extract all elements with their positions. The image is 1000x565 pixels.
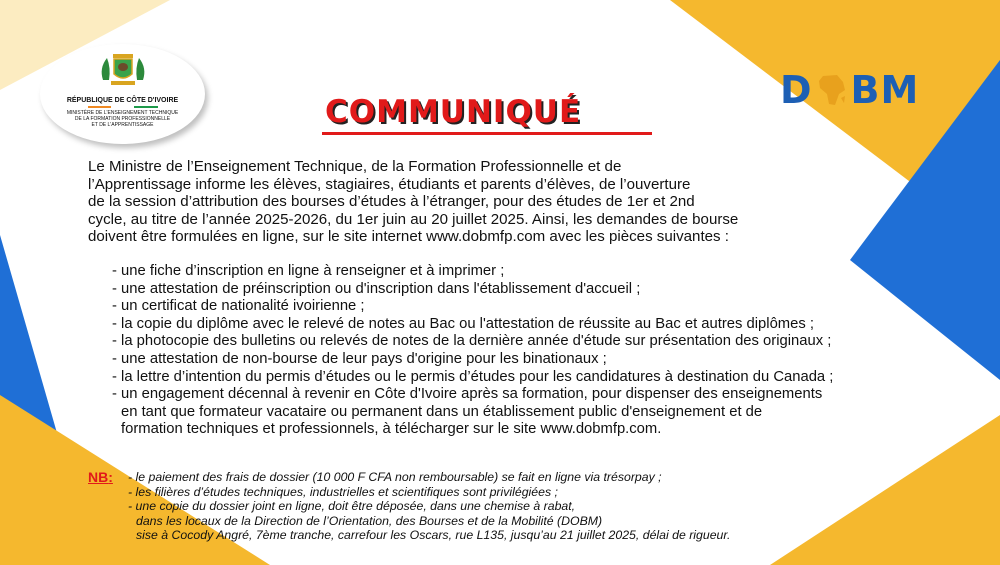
nb-line: dans les locaux de la Direction de l’Orientation, des Bourses et de la Mobilité (DOBM) bbox=[136, 513, 603, 528]
list-item: - la copie du diplôme avec le relevé de notes au Bac ou l'attestation de réussite au Bac et autres diplômes ; bbox=[112, 315, 814, 332]
intro-line: de la session d’attribution des bourses d’études à l’étranger, pour des études de 1er et 2nd bbox=[88, 193, 695, 211]
intro-line: Le Ministre de l’Enseignement Technique, de la Formation Professionnelle et de bbox=[88, 158, 622, 175]
africa-map-icon bbox=[815, 72, 849, 108]
intro-line: l’Apprentissage informe les élèves, stagiaires, étudiants et parents d’élèves, de l’ouverture bbox=[88, 175, 691, 193]
intro-line: cycle, au titre de l’année 2025-2026, du 1er juin au 20 juillet 2025. Ainsi, les demandes de bourse bbox=[88, 210, 739, 228]
logo-ministry-line2: DE LA FORMATION PROFESSIONNELLE bbox=[74, 116, 171, 122]
logo-country: RÉPUBLIQUE DE CÔTE D'IVOIRE bbox=[66, 97, 179, 104]
list-item-text: - un engagement décennal à revenir en Côte d'Ivoire après sa formation, pour dispenser des enseignements bbox=[112, 386, 823, 403]
dobm-logo bbox=[780, 68, 919, 112]
logo-ministry-line1: MINISTÈRE DE L'ENSEIGNEMENT TECHNIQUE bbox=[66, 110, 179, 116]
list-item: - un certificat de nationalité ivoirienne ; bbox=[112, 298, 365, 315]
nb-label bbox=[88, 469, 113, 485]
flag-bar bbox=[88, 106, 158, 108]
list-item bbox=[112, 386, 992, 439]
intro-paragraph bbox=[88, 158, 938, 246]
list-item: - une attestation de préinscription ou d'inscription dans l'établissement d'accueil ; bbox=[112, 280, 641, 297]
dobm-logo-bm: BM bbox=[850, 68, 920, 112]
list-item-continuation: formation techniques et professionnels, à télécharger sur le site www.dobmfp.com. bbox=[121, 421, 662, 438]
documents-list bbox=[112, 263, 992, 439]
list-item: - la lettre d’intention du permis d’études ou le permis d’études pour les candidatures à destination du Canada ; bbox=[112, 368, 834, 385]
nb-line: - les filières d’études techniques, industrielles et scientifiques sont privilégiées ; bbox=[128, 484, 558, 499]
nb-line: sise à Cocody Angré, 7ème tranche, carrefour les Oscars, rue L135, jusqu’au 21 juillet 2025, délai de rigueur. bbox=[136, 528, 731, 542]
intro-line: doivent être formulées en ligne, sur le site internet www.dobmfp.com avec les pièces suivantes : bbox=[88, 228, 729, 246]
nb-colon: : bbox=[108, 469, 113, 485]
list-item: - la photocopie des bulletins ou relevés de notes de la dernière année d'étude sur présentation des originaux ; bbox=[112, 333, 832, 350]
coat-of-arms-icon bbox=[97, 50, 149, 90]
nb-label-text: NB bbox=[88, 469, 109, 485]
page-title: COMMUNIQUÉ bbox=[325, 94, 582, 130]
list-item-continuation: en tant que formateur vacataire ou permanent dans un établissement public d'enseignement et de bbox=[121, 403, 763, 420]
title-underline bbox=[322, 132, 652, 135]
ministry-logo bbox=[40, 44, 205, 144]
list-item: - une attestation de non-bourse de leur pays d'origine pour les binationaux ; bbox=[112, 350, 607, 367]
nb-line: - le paiement des frais de dossier (10 000 F CFA non remboursable) se fait en ligne via trésorpay ; bbox=[128, 470, 662, 484]
list-item: - une fiche d’inscription en ligne à renseigner et à imprimer ; bbox=[112, 263, 505, 279]
nb-notes bbox=[128, 470, 730, 543]
logo-ministry-line3: ET DE L'APPRENTISSAGE bbox=[91, 122, 154, 128]
dobm-logo-d: D bbox=[780, 68, 813, 112]
nb-line: - une copie du dossier joint en ligne, doit être déposée, dans une chemise à rabat, bbox=[128, 499, 576, 513]
